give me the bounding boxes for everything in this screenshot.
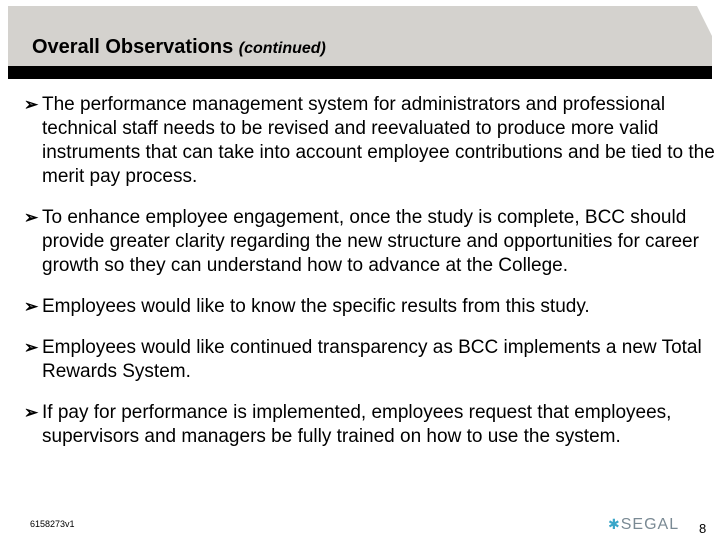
arrow-bullet-icon: ➢	[24, 297, 39, 316]
title-subtitle: (continued)	[238, 40, 326, 57]
page-number: 8	[699, 521, 707, 536]
slide-title	[32, 36, 326, 59]
arrow-bullet-icon: ➢	[24, 95, 39, 114]
bullet-text: Employees would like to know the specific results from this study.	[42, 296, 590, 317]
document-id: 6158273v1	[30, 519, 75, 529]
bullet-text: If pay for performance is implemented, employees request that employees, supervisors and managers be fully trained on how to use the system.	[42, 402, 672, 447]
bullet-item	[24, 93, 720, 189]
bullet-text: Employees would like continued transparency as BCC implements a new Total Rewards System.	[42, 337, 702, 382]
bullet-item	[24, 206, 720, 278]
bullet-item	[24, 401, 720, 449]
segal-logo	[608, 516, 679, 534]
bullet-item	[24, 295, 720, 319]
bullet-list	[24, 93, 720, 466]
bullet-item	[24, 336, 720, 384]
bullet-text: The performance management system for administrators and professional technical staff needs to be revised and reevaluated to produce more valid instruments that can take into account employee contributions and be tied to the merit pay process.	[42, 94, 715, 187]
title-text: Overall Observations	[32, 36, 234, 58]
logo-text: SEGAL	[620, 516, 680, 533]
bullet-text: To enhance employee engagement, once the study is complete, BCC should provide greater clarity regarding the new structure and opportunities for career growth so they can understand how to advance at the College.	[42, 207, 699, 276]
header-divider	[8, 66, 712, 79]
arrow-bullet-icon: ➢	[24, 338, 39, 357]
logo-star-icon: ✱	[608, 516, 621, 532]
arrow-bullet-icon: ➢	[24, 208, 39, 227]
arrow-bullet-icon: ➢	[24, 403, 39, 422]
